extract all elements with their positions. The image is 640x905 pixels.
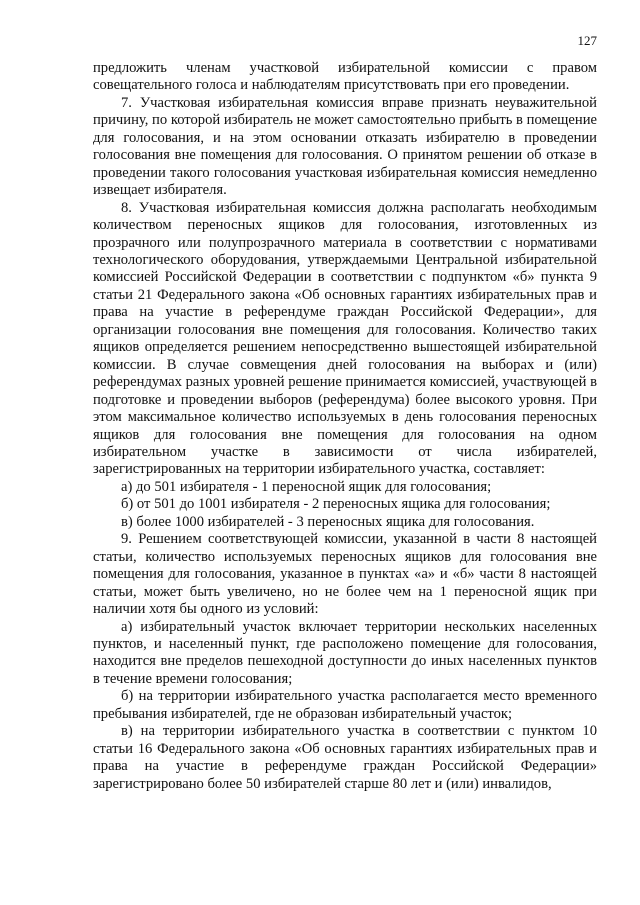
list-item-8a: а) до 501 избирателя - 1 переносной ящик для голосования; xyxy=(121,478,492,495)
list-item-9b: б) на территории избирательного участка располагается место временного пребывания избирателей, где не образован избирательный участок; xyxy=(93,688,597,722)
paragraph-8: 8. Участковая избирательная комиссия должна располагать необходимым количеством переносных ящиков для голосования, изготовленных из прозрачного или полупрозрачного материала в соответствии с нормативами технологического оборудования, утверждаемыми Центральной избирательной комиссией Российской Федерации в соответствии с подпунктом «б» пункта 9 статьи 21 Федерального закона «Об основных гарантиях избирательных прав и права на участие в референдуме граждан Российской Федерации», для организации голосования вне помещения для голосования. Количество таких ящиков определяется решением непосредственно вышестоящей избирательной комиссии. В случае совмещения дней голосования на выборах и (или) референдумах разных уровней решение принимается комиссией, участвующей в подготовке и проведении выборов (референдума) более высокого уровня. При этом максимальное количество используемых в день голосования переносных ящиков для голосования вне помещения для голосования на одном избирательном участке в зависимости от числа избирателей, зарегистрированных на территории избирательного участка, составляет: xyxy=(93,199,597,478)
paragraph-continuation: предложить членам участковой избирательной комиссии с правом совещательного голоса и наблюдателям присутствовать при его проведении. xyxy=(93,60,597,94)
list-item-8b: б) от 501 до 1001 избирателя - 2 переносных ящика для голосования; xyxy=(121,496,551,513)
list-item-9a: а) избирательный участок включает территории нескольких населенных пунктов, и населенный пункт, где расположено помещение для голосования, находится вне пределов пешеходной доступности до иных населенных пунктов в течение времени голосования; xyxy=(93,618,597,687)
paragraph-7: 7. Участковая избирательная комиссия вправе признать неуважительной причину, по которой избиратель не может самостоятельно прибыть в помещение для голосования, и на этом основании отказать избирателю в проведении голосования вне помещения для голосования. О принятом решении об отказе в проведении такого голосования участковая избирательная комиссия немедленно извещает избирателя. xyxy=(93,94,597,199)
list-item-9c: в) на территории избирательного участка в соответствии с пунктом 10 статьи 16 Федерального закона «Об основных гарантиях избирательных прав и права на участие в референдуме граждан Российской Федерации» зарегистрировано более 50 избирателей старше 80 лет и (или) инвалидов, xyxy=(93,723,597,792)
document-body xyxy=(93,60,597,793)
list-item-8c: в) более 1000 избирателей - 3 переносных ящика для голосования. xyxy=(121,513,535,530)
paragraph-9: 9. Решением соответствующей комиссии, указанной в части 8 настоящей статьи, количество используемых переносных ящиков для голосования вне помещения для голосования, указанное в пунктах «а» и «б» части 8 настоящей статьи, может быть увеличено, но не более чем на 1 переносной ящик при наличии хотя бы одного из условий: xyxy=(93,531,597,618)
page-number: 127 xyxy=(577,33,597,48)
